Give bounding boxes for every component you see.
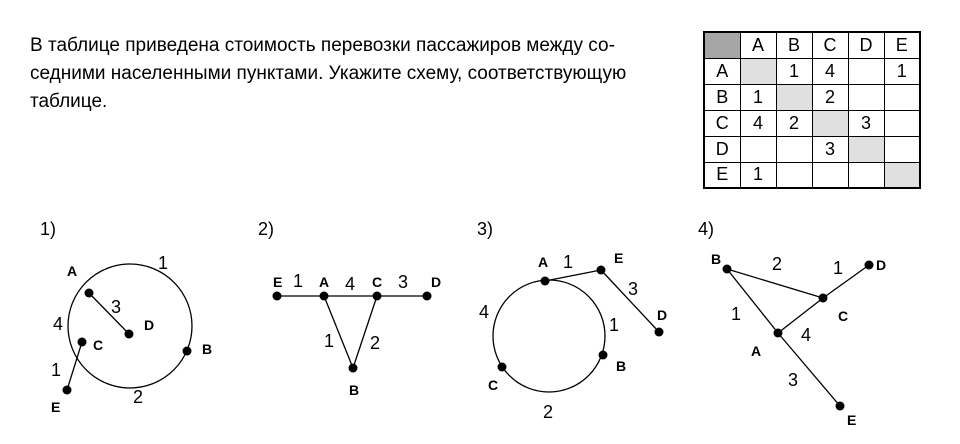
node-a-label: A	[751, 343, 762, 359]
row-label: B	[704, 84, 740, 110]
edge-c-b	[353, 296, 377, 368]
row-label: E	[704, 162, 740, 188]
node-a-dot	[774, 329, 783, 338]
node-e-dot	[836, 402, 845, 411]
table-cell: 1	[740, 84, 776, 110]
option-4-number: 4)	[698, 219, 715, 239]
weight-label: 3	[398, 272, 409, 292]
node-a-dot	[320, 292, 329, 301]
node-b-label: B	[711, 251, 722, 267]
option-2-number: 2)	[258, 219, 275, 239]
table-header-cell: B	[776, 32, 812, 58]
table-cell: 1	[740, 162, 776, 188]
option-1-graph[interactable]	[40, 219, 212, 415]
option-1-ring	[68, 264, 192, 388]
weight-label: 2	[772, 254, 783, 274]
option-3-number: 3)	[477, 219, 494, 239]
node-a-label: A	[538, 254, 549, 270]
weight-label: 4	[479, 302, 490, 322]
table-cell: 3	[812, 136, 848, 162]
weight-label: 4	[801, 325, 812, 345]
weight-label: 3	[788, 370, 799, 390]
weight-label: 1	[293, 271, 304, 291]
weight-label: 1	[833, 258, 844, 278]
node-d-dot	[125, 330, 134, 339]
edge-a-d	[89, 293, 129, 334]
edge-c-d	[823, 265, 869, 298]
node-b-label: B	[616, 358, 627, 374]
node-d-label: D	[144, 317, 155, 333]
table-cell: 1	[776, 58, 812, 84]
option-3-ring	[493, 280, 605, 392]
node-c-dot	[819, 294, 828, 303]
row-label: C	[704, 110, 740, 136]
weight-label: 4	[53, 314, 64, 334]
question-line-1: В таблице приведена стоимость перевозки пассажиров между со-	[30, 35, 615, 56]
table-header-cell: E	[884, 32, 920, 58]
node-a-label: A	[67, 263, 78, 279]
node-e-dot	[273, 292, 282, 301]
node-c-dot	[498, 363, 507, 372]
weight-label: 2	[543, 402, 554, 422]
question-line-2: седними населенными пунктами. Укажите схему, соответствующую	[30, 63, 627, 84]
option-1-number: 1)	[40, 219, 57, 239]
weight-label: 2	[370, 333, 381, 353]
table-cell: 4	[812, 58, 848, 84]
edge-c-e	[67, 342, 82, 390]
node-e-dot	[63, 386, 72, 395]
option-4-graph[interactable]	[698, 219, 886, 428]
table-cell: 2	[812, 84, 848, 110]
weight-label: 1	[324, 331, 335, 351]
option-3-graph[interactable]	[477, 219, 667, 422]
weight-label: 3	[111, 297, 122, 317]
node-b-dot	[599, 351, 608, 360]
node-e-dot	[597, 266, 606, 275]
node-c-label: C	[488, 377, 499, 393]
node-b-dot	[723, 265, 732, 274]
node-d-dot	[865, 261, 874, 270]
node-c-label: C	[838, 308, 849, 324]
node-e-label: E	[614, 250, 624, 266]
weight-label: 1	[563, 252, 574, 272]
node-c-label: C	[372, 274, 383, 290]
question-line-3: таблице.	[30, 91, 108, 112]
table-cell: 4	[740, 110, 776, 136]
node-a-label: A	[319, 274, 330, 290]
table-header-cell: D	[848, 32, 884, 58]
option-2-graph[interactable]	[258, 219, 441, 398]
table-header-cell: A	[740, 32, 776, 58]
weight-label: 4	[345, 274, 356, 294]
node-c-dot	[373, 292, 382, 301]
node-e-label: E	[847, 412, 857, 428]
node-c-label: C	[93, 337, 104, 353]
node-a-dot	[541, 277, 550, 286]
node-b-dot	[349, 364, 358, 373]
weight-label: 1	[731, 304, 742, 324]
node-d-dot	[655, 328, 664, 337]
table-header-cell: C	[812, 32, 848, 58]
weight-label: 1	[51, 360, 62, 380]
weight-label: 2	[133, 387, 144, 407]
weight-label: 3	[628, 279, 639, 299]
node-c-dot	[78, 338, 87, 347]
table-cell: 2	[776, 110, 812, 136]
node-d-dot	[423, 292, 432, 301]
row-label: D	[704, 136, 740, 162]
node-d-label: D	[876, 257, 887, 273]
table-cell: 1	[884, 58, 920, 84]
node-d-label: D	[431, 274, 442, 290]
node-e-label: E	[273, 274, 283, 290]
node-a-dot	[85, 289, 94, 298]
node-d-label: D	[657, 307, 668, 323]
node-b-label: B	[202, 341, 213, 357]
weight-label: 1	[158, 253, 169, 273]
row-label: A	[704, 58, 740, 84]
node-b-label: B	[349, 382, 360, 398]
node-e-label: E	[51, 399, 61, 415]
table-cell: 3	[848, 110, 884, 136]
weight-label: 1	[609, 315, 620, 335]
node-b-dot	[183, 347, 192, 356]
